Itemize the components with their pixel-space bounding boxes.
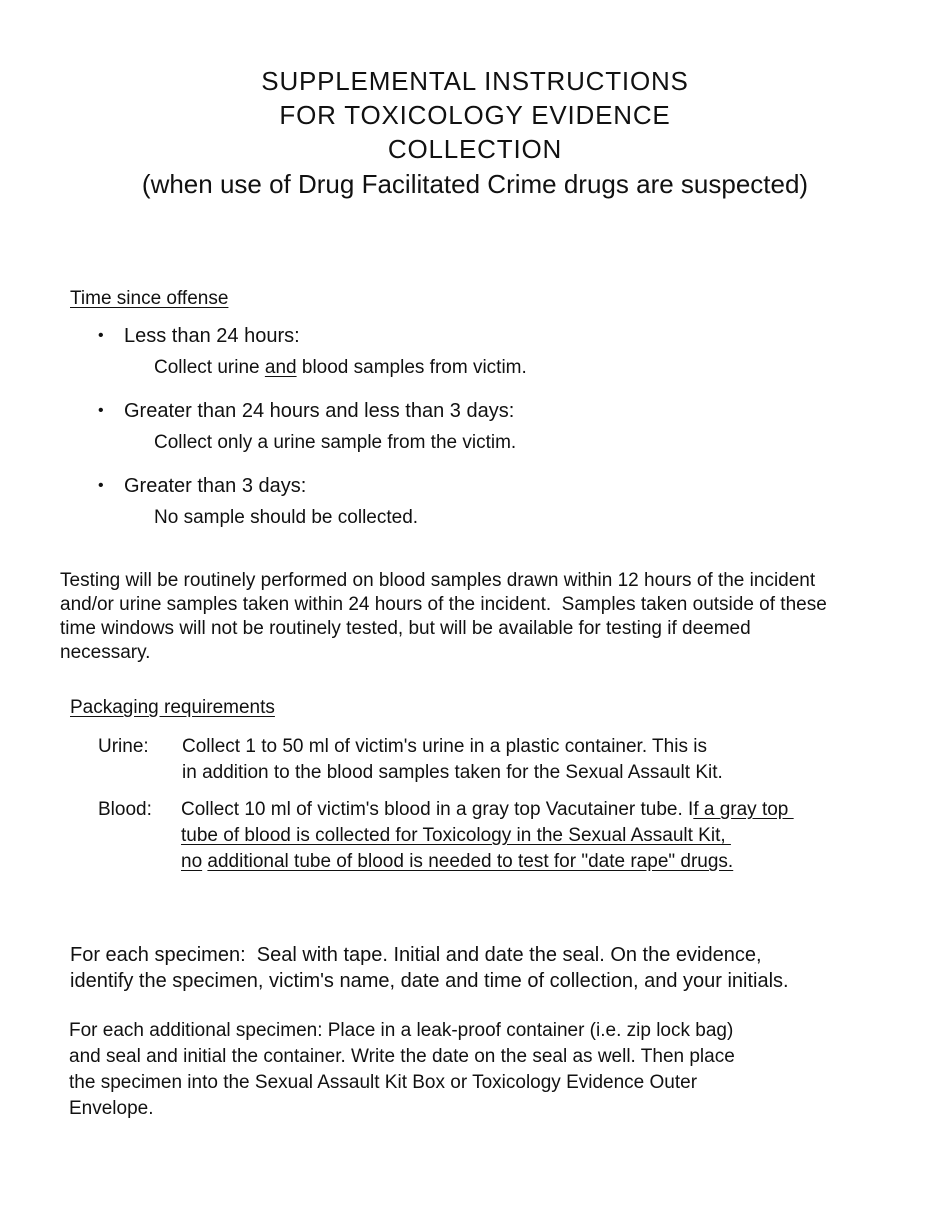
bullet-detail-24-to-3-days: Collect only a urine sample from the victim. (154, 432, 517, 453)
testing-paragraph (60, 569, 930, 665)
urine-label: Urine: (98, 736, 149, 757)
blood-line-1 (181, 797, 921, 823)
urine-line-2: in addition to the blood samples taken for the Sexual Assault Kit. (182, 762, 723, 783)
paragraph-line: the specimen into the Sexual Assault Kit Box or Toxicology Evidence Outer (69, 1072, 698, 1093)
each-specimen-paragraph (70, 942, 930, 994)
detail-text: Collect urine (154, 357, 265, 378)
bullet-detail-less-24 (154, 357, 527, 379)
time-since-offense-heading: Time since offense (70, 288, 229, 309)
document-title (0, 64, 950, 202)
title-line-1: SUPPLEMENTAL INSTRUCTIONS (261, 66, 689, 96)
paragraph-line: identify the specimen, victim's name, date and time of collection, and your initials. (70, 970, 789, 992)
bullet-icon: • (98, 327, 104, 344)
paragraph-line: For each specimen: Seal with tape. Initial and date the seal. On the evidence, (70, 944, 762, 966)
paragraph-line: time windows will not be routinely tested, but will be available for testing if deemed (60, 618, 751, 639)
additional-specimen-paragraph (69, 1018, 929, 1122)
title-line-3: COLLECTION (387, 134, 563, 164)
title-subtitle: (when use of Drug Facilitated Crime drugs are suspected) (141, 169, 809, 199)
packaging-requirements-heading: Packaging requirements (70, 697, 275, 718)
bullet-item-less-24 (98, 324, 698, 350)
blood-line-3 (181, 849, 921, 875)
bullet-icon: • (98, 477, 104, 494)
blood-line-1-underlined: f a gray top (693, 799, 794, 820)
paragraph-line: necessary. (60, 642, 151, 663)
bullet-heading: Greater than 3 days: (124, 475, 307, 497)
urine-instructions (182, 734, 902, 786)
bullet-heading: Greater than 24 hours and less than 3 days: (124, 400, 515, 422)
bullet-item-24-to-3-days (98, 399, 718, 425)
paragraph-line: and seal and initial the container. Write the date on the seal as well. Then place (69, 1046, 735, 1067)
urine-line-1: Collect 1 to 50 ml of victim's urine in a plastic container. This is (182, 736, 707, 757)
paragraph-line: For each additional specimen: Place in a leak-proof container (i.e. zip lock bag) (69, 1020, 734, 1041)
bullet-icon: • (98, 402, 104, 419)
detail-text: blood samples from victim. (296, 357, 527, 378)
title-line-2: FOR TOXICOLOGY EVIDENCE (279, 100, 671, 130)
paragraph-line: Testing will be routinely performed on blood samples drawn within 12 hours of the incident (60, 570, 816, 591)
blood-line-1-plain: Collect 10 ml of victim's blood in a gray top Vacutainer tube. I (181, 799, 694, 820)
paragraph-line: Envelope. (69, 1098, 154, 1119)
blood-line-3-no: no (181, 851, 203, 872)
bullet-detail-over-3-days: No sample should be collected. (154, 507, 419, 528)
blood-line-2-underlined: tube of blood is collected for Toxicology in the Sexual Assault Kit, (181, 825, 731, 846)
blood-instructions (181, 797, 921, 875)
bullet-item-over-3-days (98, 474, 698, 500)
bullet-heading: Less than 24 hours: (124, 325, 300, 347)
blood-label: Blood: (98, 799, 152, 820)
blood-line-3-underlined: additional tube of blood is needed to test for "date rape" drugs. (207, 851, 734, 872)
paragraph-line: and/or urine samples taken within 24 hours of the incident. Samples taken outside of these (60, 594, 827, 615)
detail-underlined-text: and (264, 357, 297, 378)
